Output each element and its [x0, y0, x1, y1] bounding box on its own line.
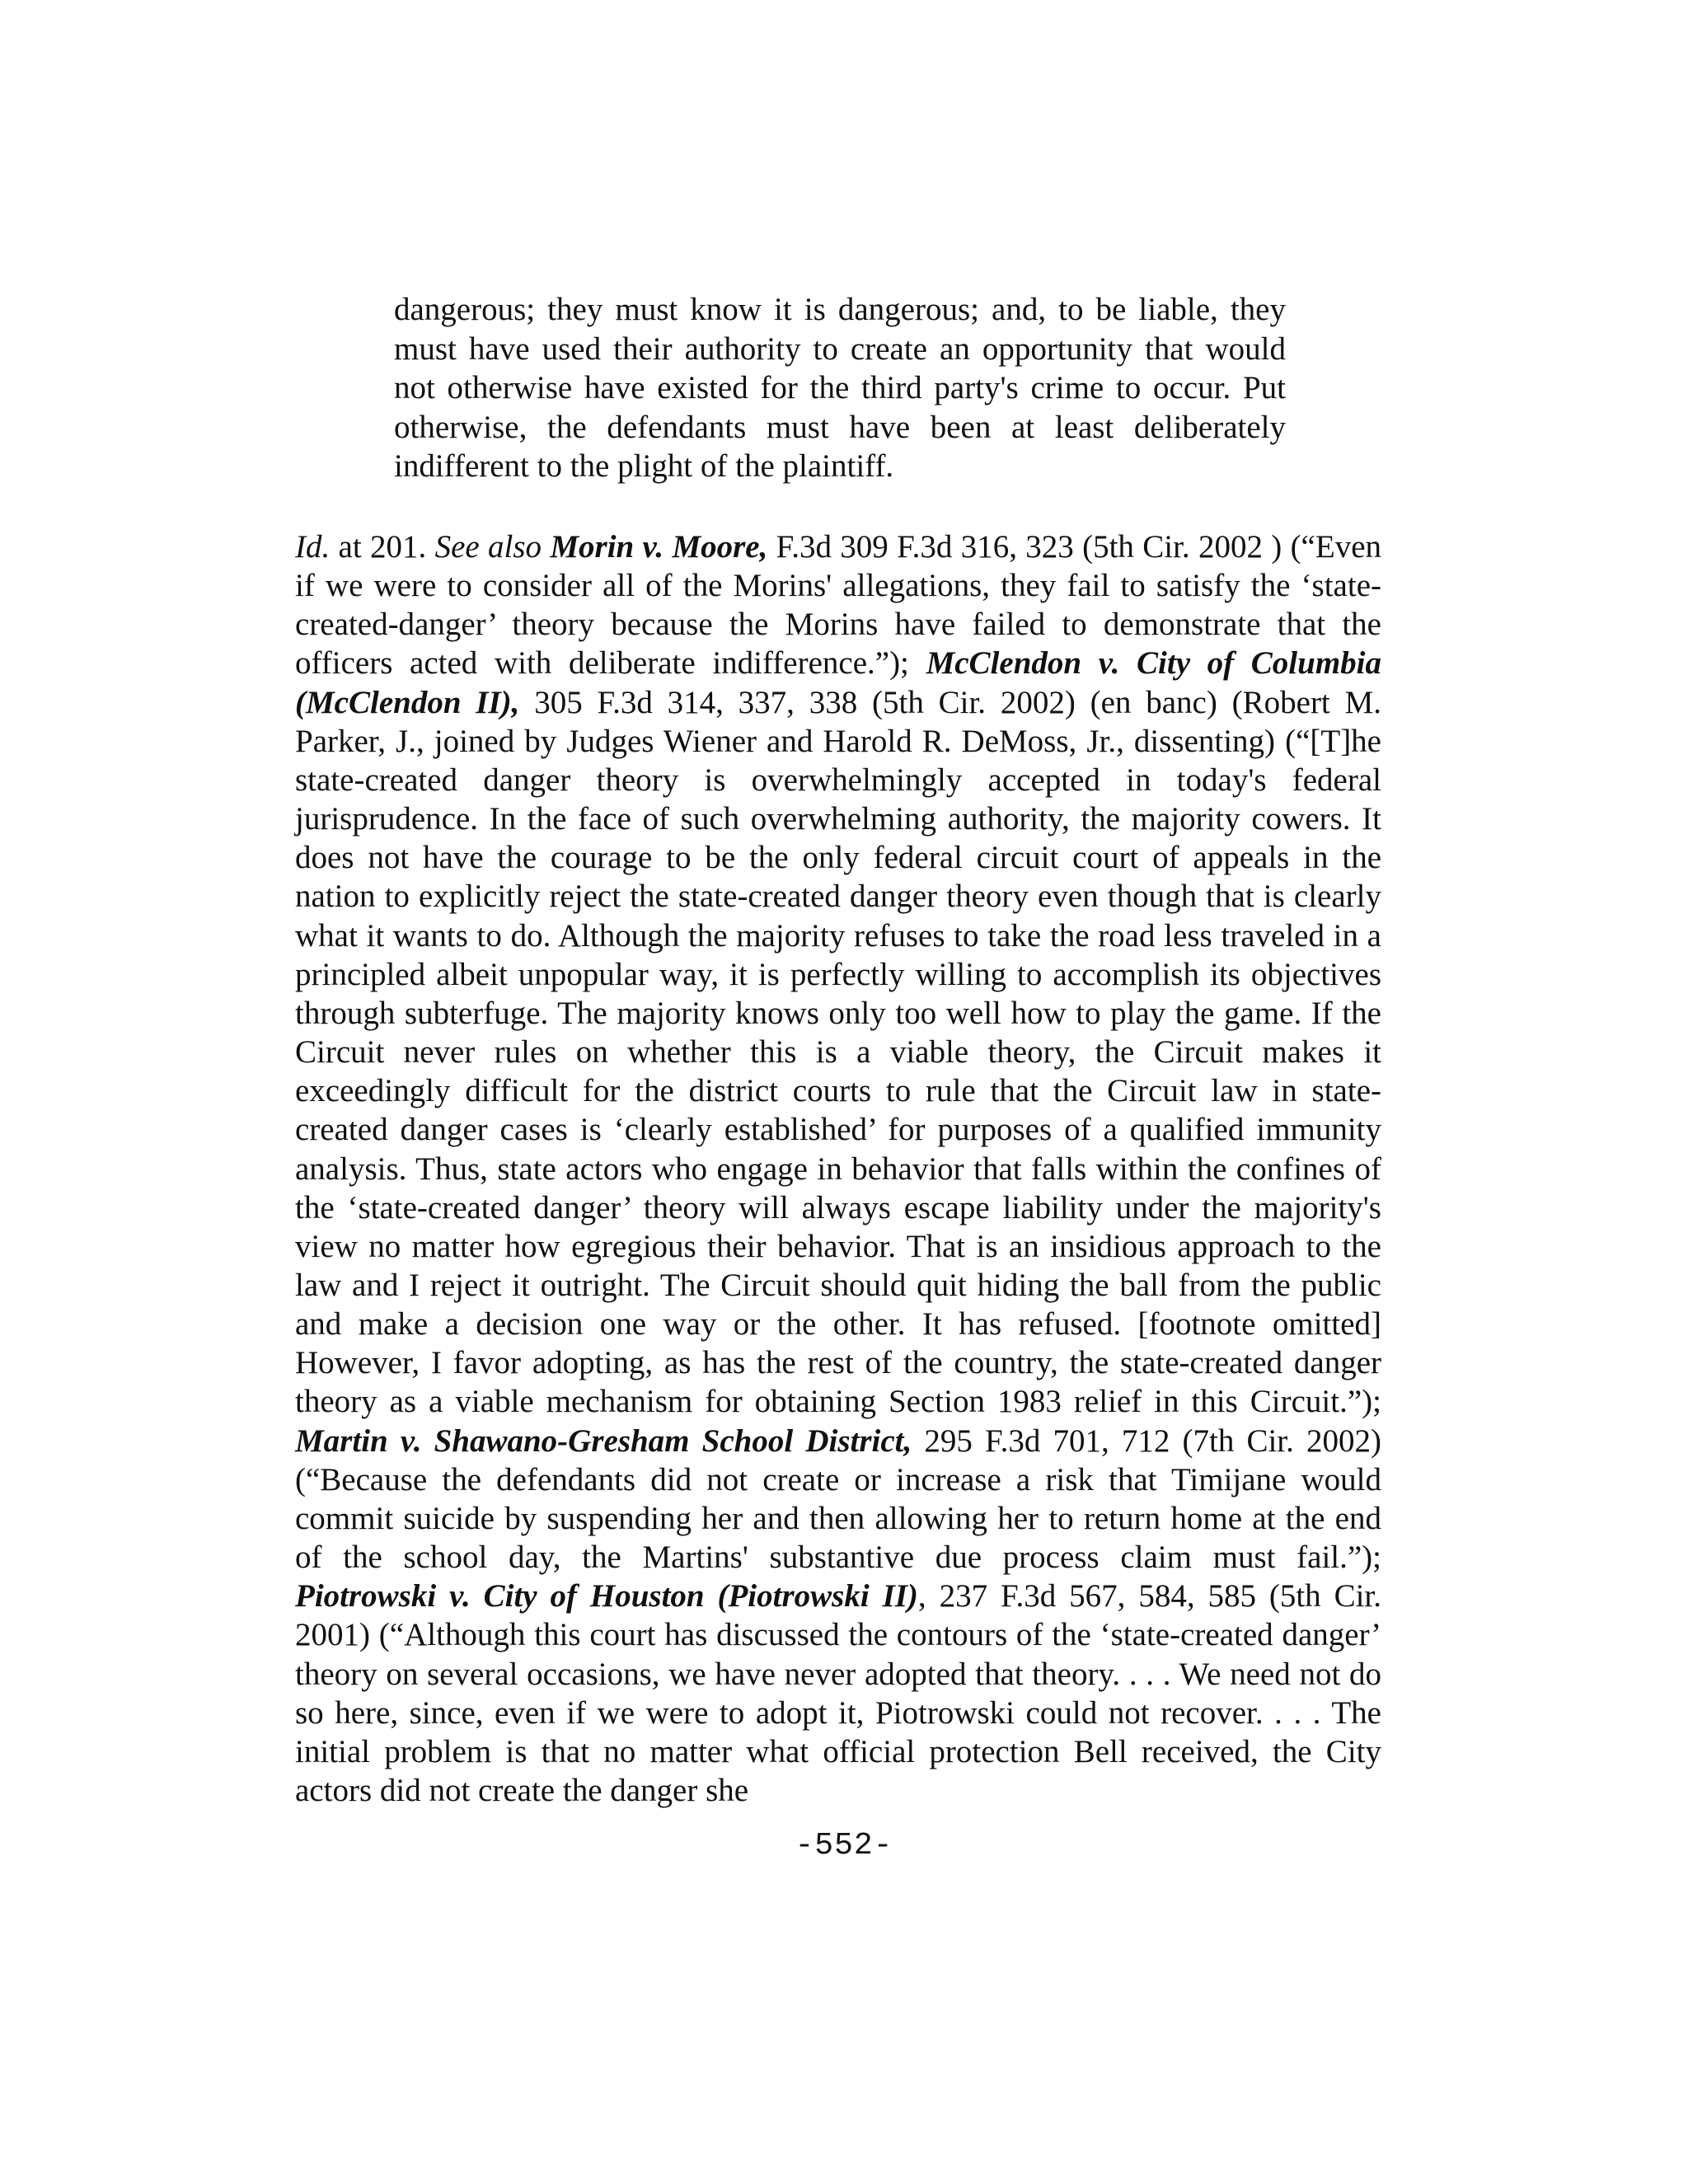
text-segment: 305 F.3d 314, 337, 338 (5th Cir. 2002) (en banc) (Robert M. Parker, J., joined by Judges Wiener and Harold R. DeMoss, Jr., dissenting) (“[T]he state-created danger theory is overwhelmingly accepted in today's federal jurisprudence. In the face of such overwhelming authority, the majority cowers. It does not have the courage to be the only federal circuit court of appeals in the nation to explicitly reject the state-created danger theory even though that is clearly what it wants to do. Although the majority refuses to take the road less traveled in a principled albeit unpopular way, it is perfectly willing to accomplish its objectives through subterfuge. The majority knows only too well how to play the game. If the Circuit never rules on whether this is a viable theory, the Circuit makes it exceedingly difficult for the district courts to rule that the Circuit law in state-created danger cases is ‘clearly established’ for purposes of a qualified immunity analysis. Thus, state actors who engage in behavior that falls within the confines of the ‘state-created danger’ theory will always escape liability under the majority's view no matter how egregious their behavior. That is an insidious approach to the law and I reject it outright. The Circuit should quit hiding the ball from the public and make a decision one way or the other. It has refused. [footnote omitted] However, I favor adopting, as has the rest of the country, the state-created danger theory as a viable mechanism for obtaining Section 1983 relief in this Circuit.”); [295, 684, 1381, 1420]
case-name-piotrowski: Piotrowski v. City of Houston (Piotrowski II) [295, 1578, 918, 1615]
id-citation: Id. [295, 529, 331, 565]
case-name-mcclendon: McClendon v. City of Columbia (McClendon II), [295, 645, 1382, 720]
main-paragraph [295, 527, 1381, 1810]
block-quote: dangerous; they must know it is dangerous; and, to be liable, they must have used their authority to create an opportunity that would not otherwise have existed for the third party's crime to occur. Put otherwise, the defendants must have been at least deliberately indifferent to the plight of the plaintiff. [394, 292, 1286, 485]
text-segment: at 201. [330, 529, 435, 565]
page-number: -552- [795, 1828, 893, 1863]
text-segment: , 237 F.3d 567, 584, 585 (5th Cir. 2001) (“Although this court has discussed the contours of the ‘state-created danger’ theory on several occasions, we have never adopted that theory. . . . We need not do so here, since, even if we were to adopt it, Piotrowski could not recover. . . . The initial problem is that no matter what official protection Bell received, the City actors did not create the danger she [295, 1578, 1382, 1808]
case-name-morin: Morin v. Moore, [550, 529, 768, 565]
see-also-signal: See also [434, 529, 542, 565]
text-segment [542, 529, 550, 565]
text-segment: 295 F.3d 701, 712 (7th Cir. 2002) (“Because the defendants did not create or increase a risk that Timijane would commit suicide by suspending her and then allowing her to return home at the end of the school day, the Martins' substantive due process claim must fail.”); [295, 1422, 1382, 1576]
text-segment: F.3d 309 F.3d 316, 323 (5th Cir. 2002 ) (“Even if we were to consider all of the Morins' allegations, they fail to satisfy the ‘state-created-danger’ theory because the Morins have failed to demonstrate that the officers acted with deliberate indifference.”); [295, 529, 1382, 682]
case-name-martin: Martin v. Shawano-Gresham School District, [295, 1422, 912, 1459]
